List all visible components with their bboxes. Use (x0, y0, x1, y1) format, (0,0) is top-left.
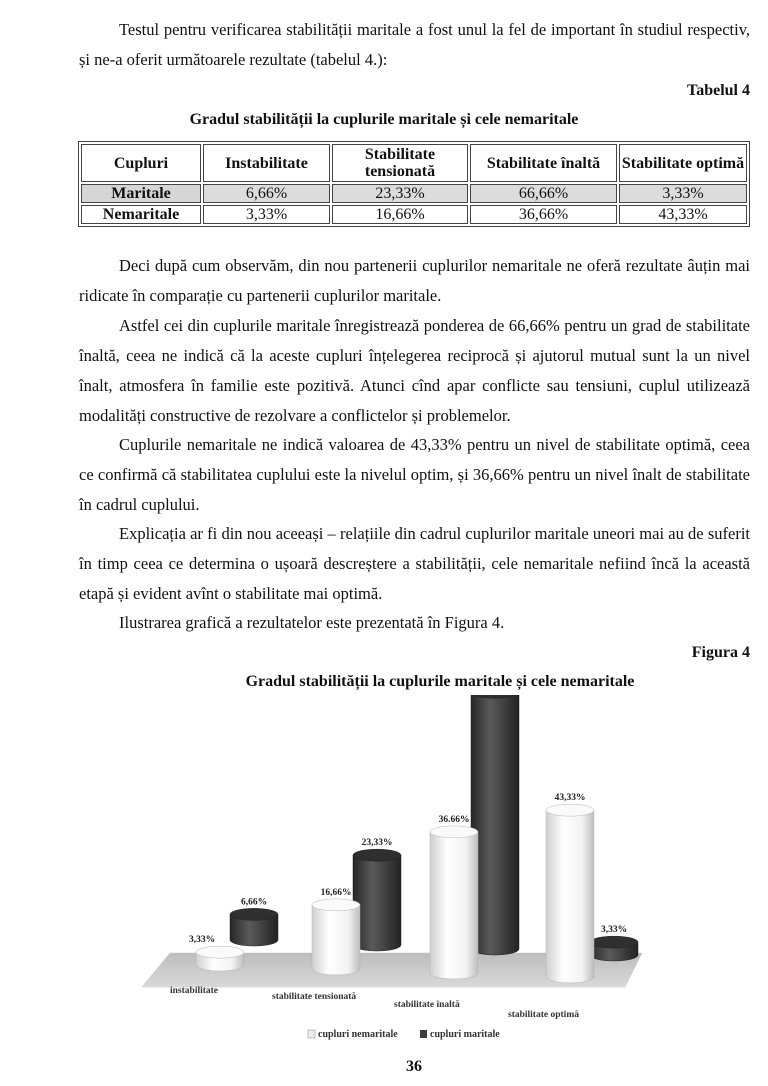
bar-maritale-3-top (590, 936, 638, 948)
table-header-cell: Stabilitate tensionată (332, 144, 468, 182)
table-cell: 6,66% (203, 184, 330, 203)
category-label-1: stabilitate tensionată (272, 992, 357, 1002)
paragraph-observation: Deci după cum observăm, din nou partenerii cuplurilor nemaritale ne oferă rezultate âuțin mai ridicate în comparație cu partenerii cuplurilor maritale. (79, 256, 750, 305)
table-caption: Gradul stabilității la cuplurile maritale și cele nemaritale (189, 111, 579, 128)
legend-swatch-maritale (420, 1030, 427, 1038)
bar-maritale-0 (230, 908, 278, 946)
table-cell: 16,66% (332, 205, 468, 224)
category-label-2: stabilitate înaltă (394, 1000, 460, 1010)
bar-maritale-1-top (353, 849, 401, 861)
bar-label-maritale-3: 3,33% (600, 925, 628, 936)
table-row-header: Maritale (81, 184, 201, 203)
table-row (81, 205, 747, 224)
category-label-0: instabilitate (170, 986, 219, 996)
table-label: Tabelul 4 (687, 82, 750, 99)
bar-nemaritale-0-top (196, 946, 244, 958)
stability-bar-chart (130, 695, 650, 1057)
table-cell: 3,33% (619, 184, 747, 203)
figure-caption: Gradul stabilității la cuplurile maritale și cele nemaritale (245, 673, 635, 690)
bar-label-nemaritale-1: 16,66% (320, 887, 352, 898)
bar-label-nemaritale-2: 36.66% (438, 814, 470, 825)
bar-nemaritale-0 (196, 946, 244, 971)
bar-label-maritale-0: 6,66% (240, 897, 268, 908)
bar-label-maritale-1: 23,33% (361, 838, 393, 849)
bar-nemaritale-3-body (546, 810, 594, 983)
bar-nemaritale-1-top (312, 899, 360, 911)
figure-label: Figura 4 (691, 644, 750, 661)
bar-maritale-3 (590, 936, 638, 961)
table-cell: 43,33% (619, 205, 747, 224)
table-header-cell: Stabilitate înaltă (470, 144, 617, 182)
bar-nemaritale-1 (312, 899, 360, 975)
table-row (81, 184, 747, 203)
category-labels-group (170, 986, 579, 1020)
table-header-row (81, 144, 747, 182)
table-cell: 36,66% (470, 205, 617, 224)
bar-nemaritale-3-top (546, 804, 594, 816)
table-cell: 66,66% (470, 184, 617, 203)
results-table (78, 141, 750, 227)
table-header-cell: Cupluri (81, 144, 201, 182)
paragraph-nemaritale: Cuplurile nemaritale ne indică valoarea de 43,33% pentru un nivel de stabilitate optimă, ceea ce confirmă că stabilitatea cuplului este la nivelul optim, și 36,66% pentru un nivel înalt de stabilitate în cadrul cuplului. (79, 435, 750, 514)
bar-label-nemaritale-3: 43,33% (554, 793, 586, 804)
bars-group (196, 695, 638, 983)
bar-nemaritale-2-top (430, 826, 478, 838)
paragraph-explanation: Explicația ar fi din nou aceeași – relațiile din cadrul cuplurilor maritale uneori mai au de suferit în timp ceea ce determina o ușoară descreștere a stabilității, cele nemaritale nefiind încă la această etapă și evident avînt o stabilitate mai optimă. (79, 524, 750, 603)
bar-nemaritale-3 (546, 804, 594, 983)
page-number: 36 (406, 1058, 422, 1075)
bar-maritale-0-top (230, 908, 278, 920)
bar-nemaritale-1-body (312, 905, 360, 975)
table-cell: 3,33% (203, 205, 330, 224)
table-cell: 23,33% (332, 184, 468, 203)
table-header-cell: Instabilitate (203, 144, 330, 182)
paragraph-maritale: Astfel cei din cuplurile maritale înregistrează ponderea de 66,66% pentru un grad de stabilitate înaltă, ceea ne indică că la aceste cupluri înțelegerea reciprocă și ajutorul mutual sunt la un nivel înalt, atmosfera în familie este pozitivă. Atunci cînd apar conflicte sau tensiuni, cuplul utilizează modalități constructive de rezolvare a conflictelor și problemelor. (79, 316, 750, 425)
legend-swatch-nemaritale (308, 1030, 315, 1038)
bar-nemaritale-2-body (430, 832, 478, 979)
bar-nemaritale-2 (430, 826, 478, 979)
table-header-cell: Stabilitate optimă (619, 144, 747, 182)
paragraph-figure-ref: Ilustrarea grafică a rezultatelor este prezentată în Figura 4. (119, 613, 505, 632)
legend-label-nemaritale: cupluri nemaritale (318, 1029, 398, 1040)
chart-legend (308, 1029, 500, 1040)
paragraph-intro: Testul pentru verificarea stabilității maritale a fost unul la fel de important în studiul respectiv, și ne-a oferit următoarele rezultate (tabelul 4.): (79, 20, 750, 69)
bar-label-nemaritale-0: 3,33% (188, 935, 216, 946)
category-label-3: stabilitate optimă (508, 1010, 579, 1020)
legend-label-maritale: cupluri maritale (430, 1029, 500, 1040)
table-row-header: Nemaritale (81, 205, 201, 224)
